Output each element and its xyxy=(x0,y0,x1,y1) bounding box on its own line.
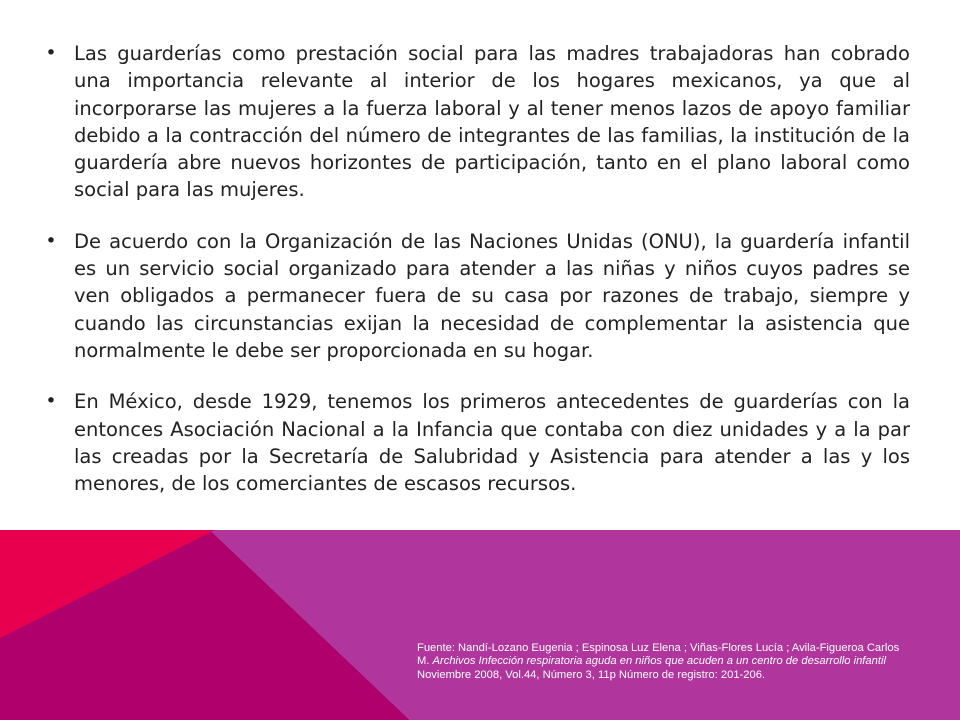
bullet-item-mexico xyxy=(44,388,910,497)
bullet-text: En México, desde 1929, tenemos los primeros antecedentes de guarderías con la entonces Asociación Nacional a la Infancia que contaba con diez unidades y a la par las creadas por la Secretaría de Salubridad y Asistencia para atender a las y los menores, de los comerciantes de escasos recursos. xyxy=(74,390,910,496)
source-line-2 xyxy=(417,655,949,668)
bullet-dot-icon: • xyxy=(45,229,57,252)
source-line-1: Fuente: Nandí-Lozano Eugenia ; Espinosa Luz Elena ; Viñas-Flores Lucía ; Avila-Figueroa Carlos xyxy=(417,642,900,654)
bullet-dot-icon: • xyxy=(45,42,57,64)
bullet-dot-icon: • xyxy=(45,390,57,413)
main-content xyxy=(44,40,910,521)
source-journal-title: Archivos Infección respiratoria aguda en niños que acuden a un centro de desarrollo infantil xyxy=(432,655,886,668)
source-citation xyxy=(417,642,949,682)
source-line-2-prefix: M. xyxy=(417,655,433,668)
bullet-text: De acuerdo con la Organización de las Naciones Unidas (ONU), la guardería infantil es un servicio social organizado para atender a las niñas y niños cuyos padres se ven obligados a permanecer fuera de su casa por razones de trabajo, siempre y cuando las circunstancias exijan la necesidad de complementar la asistencia que normalmente le debe ser proporcionada en su hogar. xyxy=(74,229,910,362)
bullet-list xyxy=(44,40,910,497)
bullet-item-onu xyxy=(44,228,910,364)
source-line-3: Noviembre 2008, Vol.44, Número 3, 11p Número de registro: 201-206. xyxy=(417,668,766,681)
bullet-text: Las guarderías como prestación social para las madres trabajadoras han cobrado una importancia relevante al interior de los hogares mexicanos, ya que al incorporarse las mujeres a la fuerza laboral y al tener menos lazos de apoyo familiar debido a la contracción del número de integrantes de las familias, la institución de la guardería abre nuevos horizontes de participación, tanto en el plano laboral como social para las mujeres. xyxy=(74,42,910,202)
bullet-item-guarderias xyxy=(44,40,910,204)
